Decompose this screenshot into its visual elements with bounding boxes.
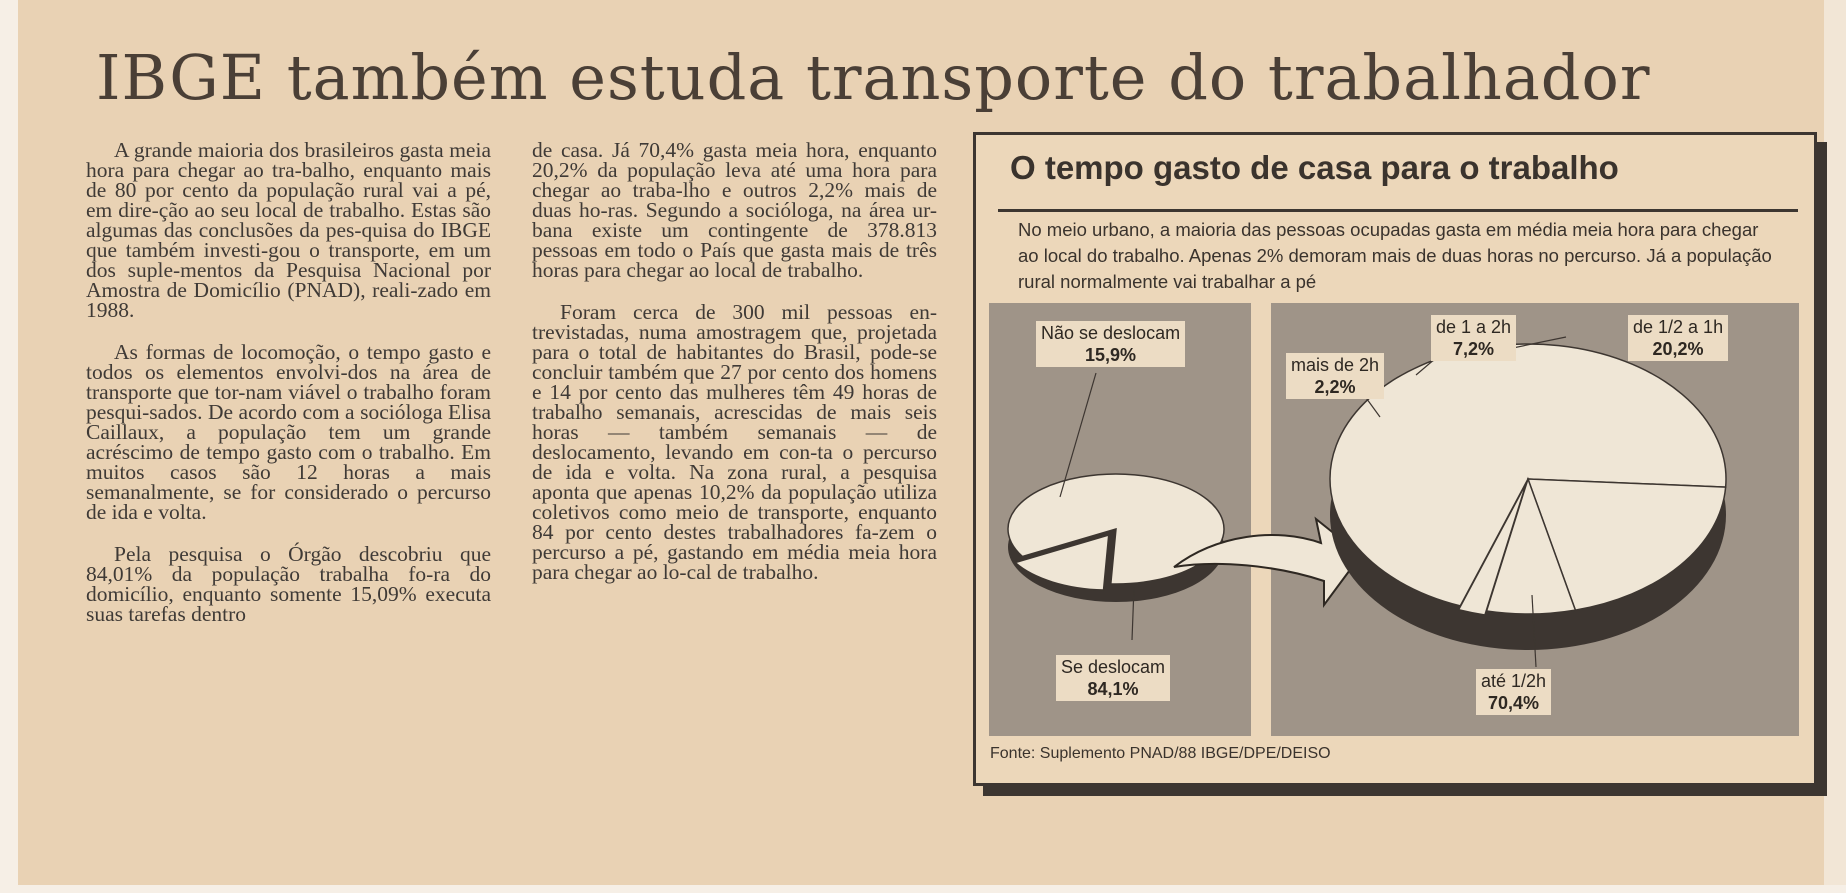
slice-label-se-deslocam [1056,655,1170,701]
slice-label-value: 15,9% [1085,345,1137,365]
slice-label-value: 7,2% [1453,339,1495,359]
slice-label-ate-meia-hora [1476,669,1551,715]
slice-label-name: até 1/2h [1481,671,1547,691]
slice-label-name: de 1/2 a 1h [1633,317,1724,337]
slice-label-value: 2,2% [1314,377,1356,397]
slice-label-meia-a-uma-hora [1628,315,1728,361]
infographic-source: Fonte: Suplemento PNAD/88 IBGE/DPE/DEISO [990,745,1331,762]
pie-chart-urban [1330,344,1726,650]
infographic-title: O tempo gasto de casa para o trabalho [1010,149,1619,186]
paragraph: Pela pesquisa o Órgão descobriu que 84,01% da população trabalha fo-ra do domicílio, enquanto somente 15,09% executa suas tarefas dentro [86,542,491,626]
paragraph: A grande maioria dos brasileiros gasta meia hora para chegar ao tra-balho, enquanto mais de 80 por cento da população rural vai a pé, em dire-ção ao seu local de trabalho. Estas são algumas das conclusões da pes-quisa do IBGE que também investi-gou o transporte, em um dos suple-mentos da Pesquisa Nacional por Amostra de Domicílio (PNAD), reali-zado em 1988. [86,138,491,322]
headline: IBGE também estuda transporte do trabalhador [96,41,1651,114]
slice-label-name: mais de 2h [1291,355,1380,375]
paragraph: Foram cerca de 300 mil pessoas en-trevistadas, numa amostragem que, projetada para o total de habitantes do Brasil, pode-se concluir também que 27 por cento dos homens e 14 por cento das mulheres têm 49 horas de trabalho semanais, acrescidas de mais seis horas — também semanais — de deslocamento, levando em con-ta o percurso de ida e volta. Na zona rural, a pesquisa aponta que apenas 10,2% da população utiliza coletivos como meio de transporte, enquanto 84 por cento destes trabalhadores fa-zem o percurso a pé, gastando em média meia hora para chegar ao lo-cal de trabalho. [532,300,937,584]
paragraph: As formas de locomoção, o tempo gasto e todos os elementos envolvi-dos na área de transporte que tor-nam viável o trabalho foram pesqui-sados. De acordo com a socióloga Elisa Caillaux, a população tem um grande acréscimo de tempo gasto com o trabalho. Em muitos casos são 12 horas a mais semanalmente, se for considerado o percurso de ida e volta. [86,340,491,524]
article-column-1 [86,140,491,646]
slice-label-value: 70,4% [1488,693,1540,713]
article-column-2 [532,140,937,604]
slice-label-name: Se deslocam [1061,657,1166,677]
slice-label-name: Não se deslocam [1041,323,1181,343]
pie-chart-rural [1008,474,1224,602]
slice-label-name: de 1 a 2h [1436,317,1512,337]
slice-label-value: 84,1% [1087,679,1139,699]
slice-label-nao-se-deslocam [1036,321,1185,367]
slice-label-uma-a-duas-horas [1431,315,1516,361]
scan-edge-right [1824,0,1846,893]
scan-edge-left [0,0,18,893]
infographic-box [973,132,1817,786]
scan-edge-bottom [0,885,1846,893]
slice-label-value: 20,2% [1652,339,1704,359]
infographic-description: No meio urbano, a maioria das pessoas ocupadas gasta em média meia hora para chegar ao local do trabalho. Apenas 2% demoram mais de duas horas no percurso. Já a população rural normalmente vai trabalhar a pé [1018,219,1772,292]
slice-label-mais-de-duas-horas [1286,353,1384,399]
paragraph: de casa. Já 70,4% gasta meia hora, enquanto 20,2% da população leva até uma hora para chegar ao traba-lho e outros 2,2% mais de duas ho-ras. Segundo a socióloga, na área ur-bana existe um contingente de 378.813 pessoas em todo o País que gasta mais de três horas para chegar ao local de trabalho. [532,138,937,282]
